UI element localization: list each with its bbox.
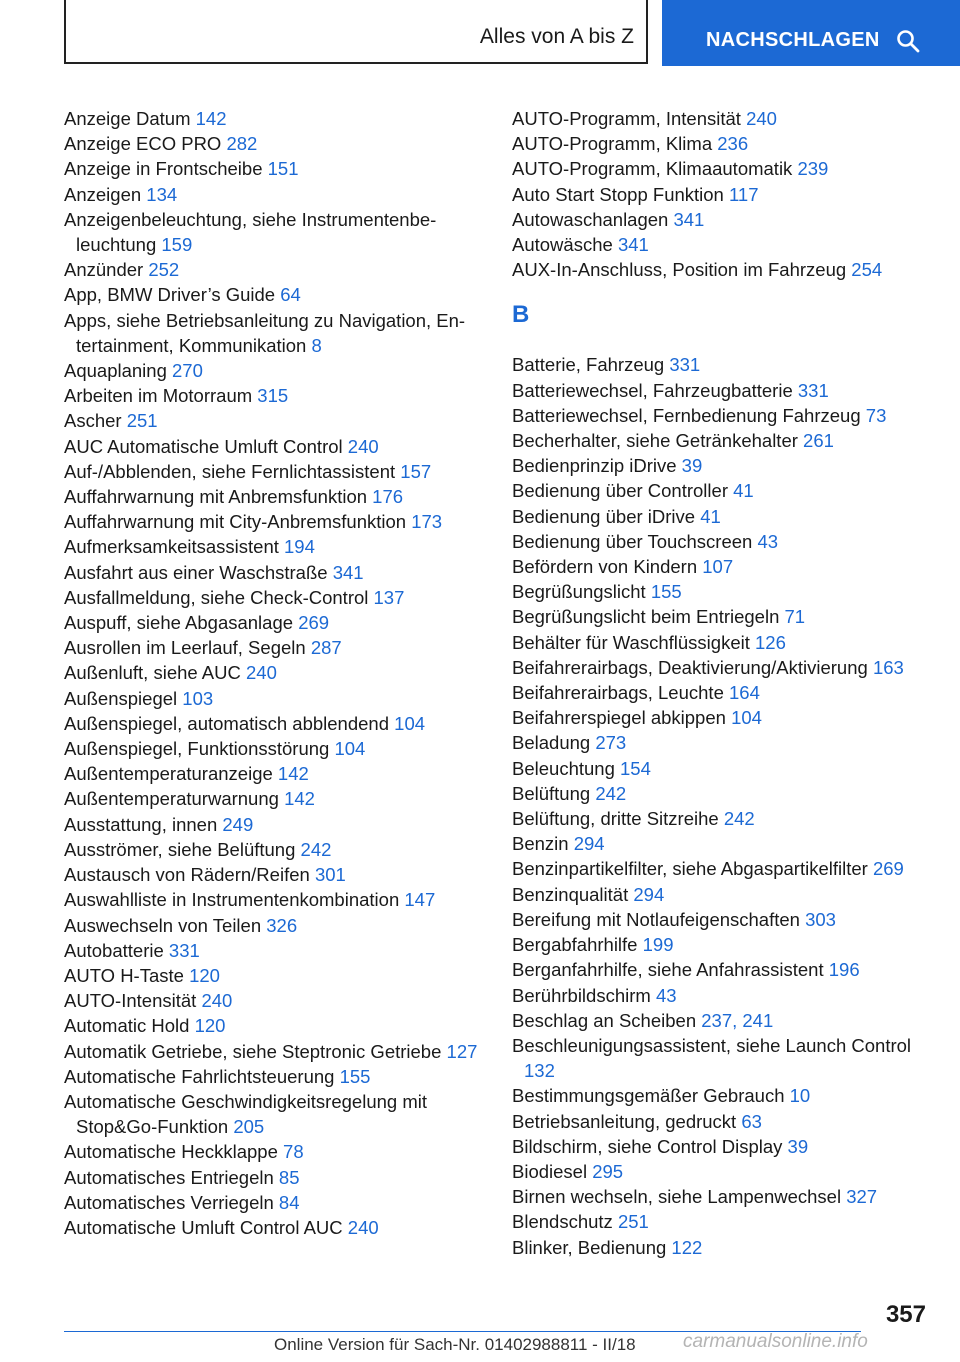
page-reference-link[interactable]: 269 [298,612,330,634]
index-term: Batteriewechsel, Fahrzeugbatterie [512,379,793,401]
page-reference-link[interactable]: 126 [755,631,786,653]
page-reference-link[interactable]: 249 [222,813,254,835]
index-term: Bedienung über Controller [512,480,728,502]
index-term: Auffahrwarnung mit City-Anbremsfunktion [64,511,407,533]
index-term: Beschleunigungsassistent, siehe Launch Control [512,1034,912,1056]
index-entry [512,983,932,1008]
page-reference-link[interactable]: 122 [671,1236,703,1258]
index-term: Automatik Getriebe, siehe Steptronic Getriebe [64,1040,442,1062]
index-entry [64,1215,484,1240]
index-term: Biodiesel [512,1160,588,1182]
page-reference-link[interactable]: 134 [146,183,178,205]
index-entry [64,1190,484,1215]
index-entry [512,579,932,604]
page-reference-link[interactable]: 8 [311,334,322,356]
index-entry [512,428,932,453]
page-reference-link[interactable]: 155 [339,1065,371,1087]
index-entry [64,131,484,156]
index-entry [64,1089,484,1139]
page-reference-link[interactable]: 194 [284,536,315,558]
index-term: Austausch von Rädern/Reifen [64,864,310,886]
page-reference-link[interactable]: 326 [266,914,298,936]
index-entry [512,604,932,629]
index-entry [64,534,484,559]
index-term: Befördern von Kindern [512,556,698,578]
index-entry [64,988,484,1013]
index-term: Batteriewechsel, Fernbedienung Fahrzeug [512,404,861,426]
index-term: Beifahrerairbags, Deaktivierung/Aktivierung [512,656,868,678]
watermark: carmanualsonline.info [683,1331,868,1352]
index-term: Auswahlliste in Instrumentenkombination [64,889,400,911]
index-term: Bedienung über Touchscreen [512,530,753,552]
page-reference-link[interactable]: 239 [797,158,829,180]
index-entry [64,585,484,610]
index-entry [512,131,932,156]
index-entry [64,106,484,131]
index-term: Ausrollen im Leerlauf, Segeln [64,637,306,659]
page-reference-link[interactable]: 242 [723,808,755,830]
index-term: Aquaplaning [64,360,167,382]
index-term: Bedienung über iDrive [512,505,696,527]
page-reference-link[interactable]: 341 [617,234,649,256]
page-reference-link[interactable]: 117 [729,183,759,205]
index-entry [64,1064,484,1089]
top-bar [0,0,960,66]
index-term: Außenluft, siehe AUC [64,662,241,684]
page-reference-link[interactable]: 73 [865,404,887,426]
page-reference-link[interactable]: 242 [300,838,332,860]
index-term: Automatic Hold [64,1015,190,1037]
online-version-note: Online Version für Sach-Nr. 01402988811 - II/18 [274,1335,636,1354]
index-term: Birnen wechseln, siehe Lampenwechsel [512,1186,842,1208]
index-entry [64,182,484,207]
index-entry [512,932,932,957]
page-reference-link[interactable]: 303 [805,908,836,930]
index-term: Bereifung mit Notlaufeigenschaften [512,908,800,930]
page-reference-link[interactable]: 39 [681,455,703,477]
index-entry [512,1134,932,1159]
index-entry [64,1013,484,1038]
index-term: AUTO-Intensität [64,990,197,1012]
page-reference-link[interactable]: 120 [189,964,220,986]
page-reference-link[interactable]: 251 [617,1211,649,1233]
index-entry [64,282,484,307]
page-reference-link[interactable]: 240 [201,990,233,1012]
index-entry [64,1039,484,1064]
page-reference-link[interactable]: 240 [347,1216,379,1238]
index-term: AUC Automatische Umluft Control [64,435,343,457]
page-reference-link[interactable]: 237, 241 [701,1009,774,1031]
index-term: Außenspiegel [64,687,178,709]
index-entry [64,938,484,963]
index-column-right [512,106,932,1260]
page-reference-link[interactable]: 301 [314,864,346,886]
index-term: Automatisches Verriegeln [64,1191,274,1213]
index-entry [64,862,484,887]
index-entry [512,106,932,131]
index-term: Autobatterie [64,939,164,961]
index-term: Begrüßungslicht beim Entriegeln [512,606,780,628]
page-reference-link[interactable]: 107 [702,556,734,578]
page-reference-link[interactable]: 10 [789,1085,811,1107]
page-reference-link[interactable]: 294 [573,833,605,855]
page-reference-link[interactable]: 269 [872,858,904,880]
index-entry [64,156,484,181]
page-reference-link[interactable]: 84 [278,1191,300,1213]
page-reference-link[interactable]: 64 [280,284,301,306]
page-reference-link[interactable]: 331 [797,379,829,401]
page-reference-link[interactable]: 142 [284,788,315,810]
index-entry [64,1139,484,1164]
index-term: Beschlag an Scheiben [512,1009,697,1031]
nav-tab-label[interactable]: NACHSCHLAGEN [706,29,880,51]
index-term: Bedienprinzip iDrive [512,455,677,477]
index-entry [512,630,932,655]
index-entry [64,358,484,383]
index-entry [64,635,484,660]
page-reference-link[interactable]: 270 [172,360,203,382]
page-number: 357 [885,1301,926,1328]
index-entry [512,207,932,232]
index-entry [512,856,932,881]
index-entry [64,207,484,257]
index-term: Becherhalter, siehe Getränkehalter [512,430,798,452]
index-entry [64,434,484,459]
index-entry [64,963,484,988]
index-column-left [64,106,484,1240]
page-reference-link[interactable]: 39 [787,1135,809,1157]
index-term: Bestimmungsgemäßer Gebrauch [512,1085,785,1107]
index-entry [512,1235,932,1260]
index-term: Batterie, Fahrzeug [512,354,665,376]
index-term: Benzin [512,833,569,855]
index-term: Betriebsanleitung, gedruckt [512,1110,737,1132]
page-reference-link[interactable]: 142 [277,763,309,785]
section-letter-b: B [512,301,530,329]
page-reference-link[interactable]: 251 [126,410,158,432]
page-reference-link[interactable]: 315 [257,385,289,407]
index-entry [64,383,484,408]
index-entry [512,554,932,579]
index-term: Ausfallmeldung, siehe Check-Control [64,586,369,608]
index-entry [64,812,484,837]
index-term: Beleuchtung [512,757,615,779]
page-reference-link[interactable]: 173 [411,511,443,533]
index-term: Beladung [512,732,591,754]
page-reference-link[interactable]: 159 [161,234,193,256]
index-entry [512,957,932,982]
index-term: Automatische Fahrlichtsteuerung [64,1065,335,1087]
index-entry [512,1209,932,1234]
index-entry [64,913,484,938]
breadcrumb[interactable] [64,0,648,64]
index-entry [64,887,484,912]
index-entry [512,478,932,503]
index-entry [64,459,484,484]
index-entry [512,232,932,257]
page-reference-link[interactable]: 242 [595,782,627,804]
index-entry [512,1033,932,1083]
index-entry [512,1184,932,1209]
breadcrumb-label[interactable]: Alles von A bis Z [479,25,634,48]
index-term: Auffahrwarnung mit Anbremsfunktion [64,486,368,508]
index-entry [512,504,932,529]
index-entry [512,756,932,781]
index-term: Automatische Geschwindigkeitsregelung mit Stop&Go-Funktion [64,1090,427,1138]
page-reference-link[interactable]: 287 [310,637,342,659]
index-entry [64,484,484,509]
page-reference-link[interactable]: 196 [828,959,860,981]
page-reference-link[interactable]: 43 [655,984,677,1006]
page-reference-link[interactable]: 164 [729,682,760,704]
index-term: Auspuff, siehe Abgasanlage [64,612,294,634]
index-term: Ausströmer, siehe Belüftung [64,838,296,860]
page-reference-link[interactable]: 142 [195,108,227,129]
index-term: Anzeige ECO PRO [64,133,222,155]
index-entry [64,560,484,585]
index-term: Beifahrerspiegel abkippen [512,707,726,729]
page-reference-link[interactable]: 41 [700,505,721,527]
index-term: Automatisches Entriegeln [64,1166,274,1188]
index-entry [64,786,484,811]
index-term: Ausstattung, innen [64,813,218,835]
index-term: Außentemperaturanzeige [64,763,273,785]
index-term: Berganfahrhilfe, siehe Anfahrassistent [512,959,824,981]
page-reference-link[interactable]: 163 [872,656,904,678]
index-entry [512,907,932,932]
page-reference-link[interactable]: 254 [851,259,883,281]
page-reference-link[interactable]: 327 [846,1186,878,1208]
index-term: Arbeiten im Motorraum [64,385,253,407]
index-term: AUTO-Programm, Klima [512,133,713,155]
index-term: Blinker, Bedienung [512,1236,667,1258]
index-entry [512,403,932,428]
index-term: Ausfahrt aus einer Waschstraße [64,561,328,583]
index-entry [512,781,932,806]
page-reference-link[interactable]: 240 [746,108,777,129]
page-reference-link[interactable]: 63 [741,1110,762,1132]
index-term: Anzeige in Frontscheibe [64,158,263,180]
page-reference-link[interactable]: 147 [404,889,436,911]
index-entry [64,837,484,862]
nav-tab-nachschlagen[interactable] [662,0,960,66]
index-term: Autowaschanlagen [512,208,669,230]
index-term: Anzünder [64,259,144,281]
index-entry [512,882,932,907]
page-reference-link[interactable]: 240 [246,662,277,684]
index-term: Apps, siehe Betriebsanleitung zu Navigation, Entertainment, Kommunikation [64,309,466,356]
page-reference-link[interactable]: 71 [784,606,806,628]
index-term: Anzeigen [64,183,142,205]
page-reference-link[interactable]: 236 [717,133,749,155]
index-entry [512,730,932,755]
index-entry [512,655,932,680]
index-term: AUX-In-Anschluss, Position im Fahrzeug [512,259,847,281]
index-term: AUTO-Programm, Klimaautomatik [512,158,793,180]
index-term: AUTO H-Taste [64,964,184,986]
index-term: Berührbildschirm [512,984,651,1006]
index-term: Anzeigenbeleuchtung, siehe Instrumentenbeleuchtung [64,208,437,256]
page-reference-link[interactable]: 341 [332,561,364,583]
index-term: Belüftung, dritte Sitzreihe [512,808,719,830]
index-entry [512,1083,932,1108]
index-term: AUTO-Programm, Intensität [512,108,741,129]
index-entry [64,660,484,685]
page-reference-link[interactable]: 154 [620,757,651,779]
index-term: Außenspiegel, Funktionsstörung [64,738,330,760]
index-entry [64,761,484,786]
index-term: Bildschirm, siehe Control Display [512,1135,783,1157]
index-term: Blendschutz [512,1211,613,1233]
page-reference-link[interactable]: 199 [642,934,674,956]
page-reference-link[interactable]: 120 [194,1015,226,1037]
page-reference-link[interactable]: 41 [733,480,754,502]
page-reference-link[interactable]: 331 [669,354,701,376]
index-entry [64,509,484,534]
page-reference-link[interactable]: 282 [226,133,258,155]
index-entry [64,711,484,736]
index-entry [512,352,932,377]
index-entry [64,408,484,433]
index-group-b [512,352,932,1259]
index-entry [512,1008,932,1033]
index-term: Auswechseln von Teilen [64,914,262,936]
index-term: Autowäsche [512,234,613,256]
page-reference-link[interactable]: 132 [524,1060,555,1082]
page-reference-link[interactable]: 104 [334,738,366,760]
index-term: Automatische Heckklappe [64,1141,278,1163]
index-entry [512,831,932,856]
index-entry [64,686,484,711]
index-entry [64,257,484,282]
index-term: Belüftung [512,782,591,804]
page-reference-link[interactable]: 273 [595,732,627,754]
index-entry [512,257,932,282]
index-term: Automatische Umluft Control AUC [64,1216,343,1238]
index-term: Aufmerksamkeitsassistent [64,536,279,558]
index-group-a [512,106,932,282]
page-reference-link[interactable]: 240 [347,435,379,457]
page-reference-link[interactable]: 157 [400,460,432,482]
page-reference-link[interactable]: 43 [757,530,779,552]
page-reference-link[interactable]: 205 [233,1116,265,1138]
index-term: Begrüßungslicht [512,581,646,603]
page-reference-link[interactable]: 294 [633,883,665,905]
page-reference-link[interactable]: 151 [267,158,299,180]
search-icon[interactable] [896,29,920,53]
page-reference-link[interactable]: 85 [278,1166,300,1188]
index-entry [512,156,932,181]
index-term: Beifahrerairbags, Leuchte [512,682,724,704]
index-entry [512,680,932,705]
index-term: Anzeige Datum [64,108,191,129]
index-term: Benzinpartikelfilter, siehe Abgaspartikelfilter [512,858,868,880]
index-term: Auto Start Stopp Funktion [512,183,724,205]
index-entry [64,610,484,635]
index-entry [512,1109,932,1134]
index-entry [512,378,932,403]
index-term: App, BMW Driver’s Guide [64,284,276,306]
index-entry [512,806,932,831]
page-reference-link[interactable]: 104 [731,707,762,729]
index-term: Außentemperaturwarnung [64,788,279,810]
index-entry [512,705,932,730]
index-term: Behälter für Waschflüssigkeit [512,631,750,653]
index-term: Auf-/Abblenden, siehe Fernlichtassistent [64,460,396,482]
page-reference-link[interactable]: 137 [373,586,405,608]
page-reference-link[interactable]: 331 [168,939,200,961]
page-reference-link[interactable]: 155 [650,581,682,603]
index-term: Bergabfahrhilfe [512,934,638,956]
page-reference-link[interactable]: 103 [182,687,214,709]
page-reference-link[interactable]: 261 [803,430,834,452]
index-entry [512,182,932,207]
page-reference-link[interactable]: 295 [592,1160,624,1182]
page-reference-link[interactable]: 341 [673,208,705,230]
index-entry [512,1159,932,1184]
index-entry [64,1165,484,1190]
page-reference-link[interactable]: 78 [283,1141,304,1163]
page-reference-link[interactable]: 252 [148,259,180,281]
index-term: Außenspiegel, automatisch abblendend [64,712,390,734]
index-entry [64,736,484,761]
index-entry [512,453,932,478]
index-term: Ascher [64,410,122,432]
page-reference-link[interactable]: 104 [394,712,426,734]
page-reference-link[interactable]: 127 [446,1040,478,1062]
page-reference-link[interactable]: 176 [372,486,404,508]
index-entry [512,529,932,554]
index-entry [64,308,484,358]
index-term: Benzinqualität [512,883,629,905]
